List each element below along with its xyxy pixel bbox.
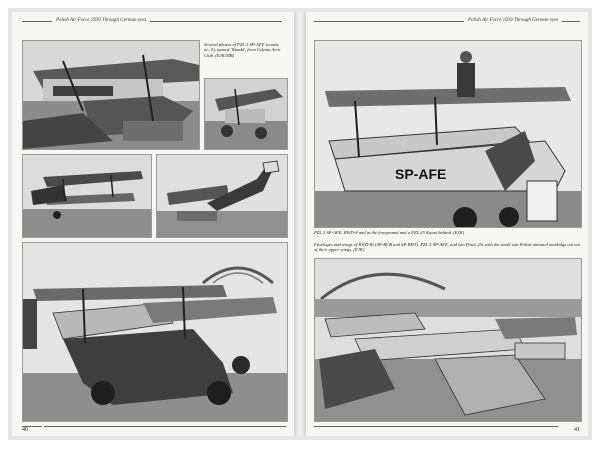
photo-monoplane-tail [156,154,288,238]
right-page [306,12,588,436]
page-number-left: 40 [22,427,28,433]
page-number-right: 41 [574,427,580,433]
photo-wrecked-biplanes-hangar [22,40,200,150]
book-gutter [294,12,306,436]
photo-biplane-profile [22,154,152,238]
footer-rule [314,426,558,427]
running-head-right: Polish Air Force 1939 Through German eyes [468,18,559,23]
caption-right-lower: Fuselages and wings of RWD-8s (SP-BCB and SP-BHT), PZL.5 SP-AFE, and two Potez 25s with the small size Polish national markings cut out of their upper wings. (EJK) [314,242,580,253]
photo-vehicle-and-aircraft-wreckage [22,242,288,422]
header-rule [22,21,52,22]
photo-image [315,41,581,227]
caption-left-top: Several photos of PZL.5 SP-AFE (constr. no. 9), named 'Wanda', from Gdynia Aero Club. (EJK/MB) [204,42,281,58]
header-rule [562,21,580,22]
header-rule [314,21,464,22]
photo-image [23,155,151,237]
photo-image [315,259,581,421]
photo-fuselages-and-wings [314,258,582,422]
left-page [12,12,294,436]
photo-soldier-on-biplane [314,40,582,228]
aircraft-registration: SP-AFE [395,166,447,182]
running-head-left: Polish Air Force 1939 Through German eyes [56,18,147,23]
photo-image [157,155,287,237]
photo-fuselage-wreck [204,78,288,150]
header-rule [150,21,282,22]
photo-image [23,41,199,149]
photo-image [23,243,287,421]
book-spread [8,8,592,440]
photo-image [205,79,287,149]
footer-rule [44,426,286,427]
caption-right-middle: PZL.5 SP-AFE, RWD-8 and in the foreground and a PZL.23 Karaś behind. (EJK) [314,230,465,235]
